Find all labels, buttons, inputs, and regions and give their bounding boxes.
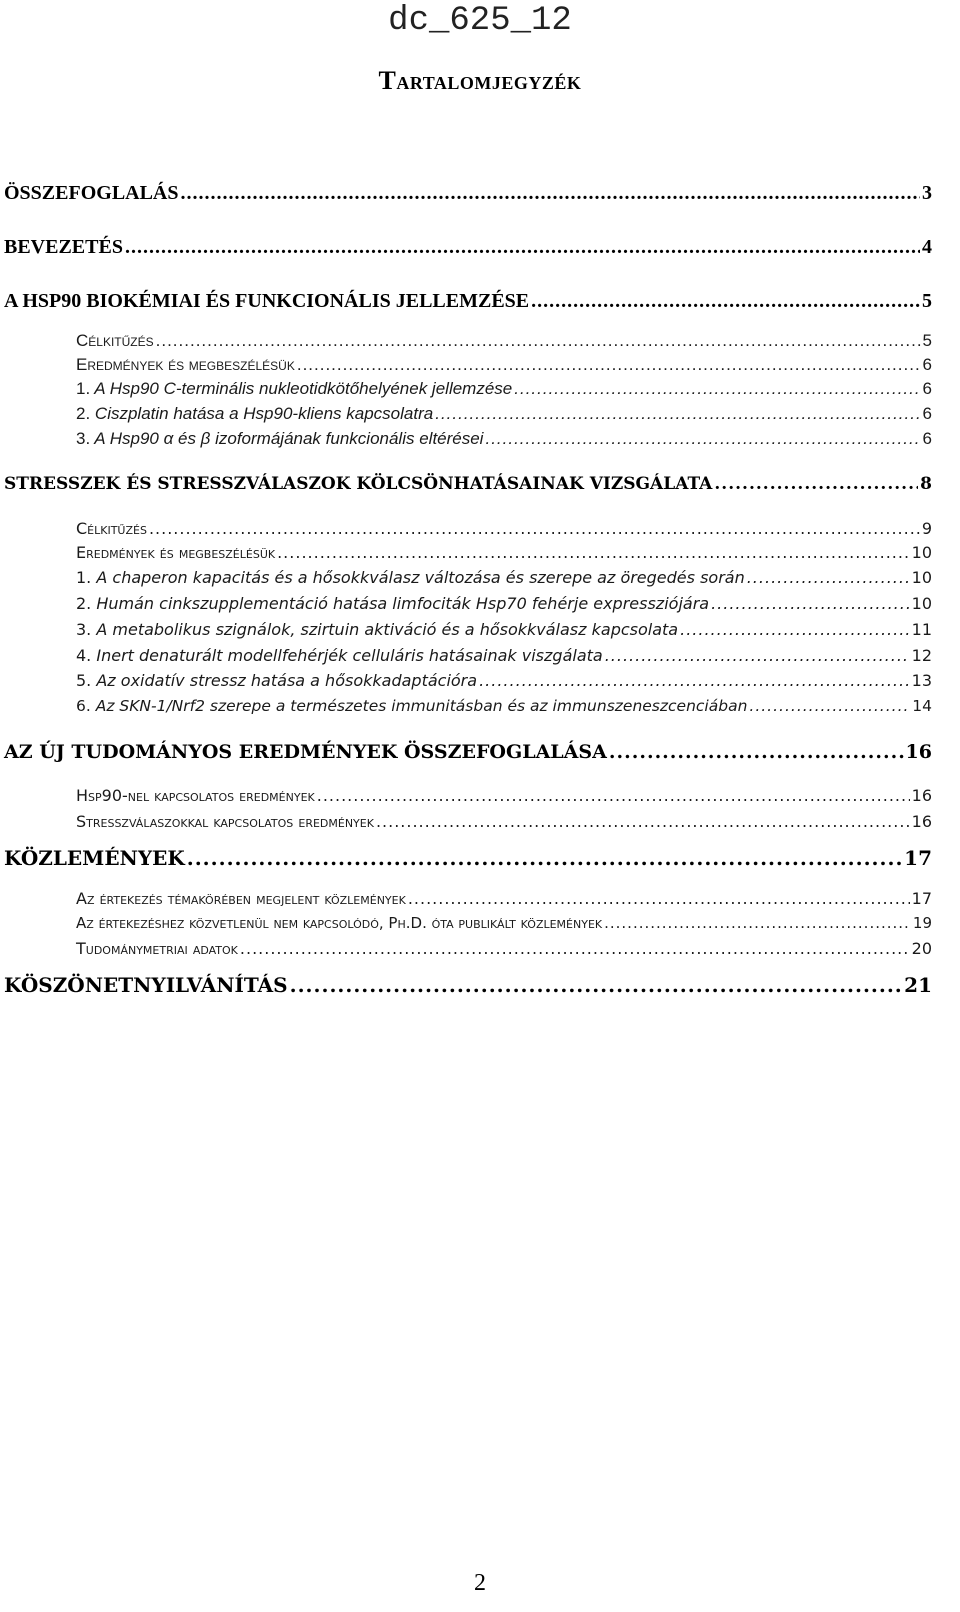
toc-item-title: A Hsp90 C-terminális nukleotidkötőhelyének jellemzése bbox=[94, 379, 513, 398]
toc-entry-text: Az értekezéshez közvetlenül nem kapcsolódó, Ph.D. óta publikált közlemények bbox=[76, 914, 603, 932]
toc-entry-osszefoglalas[interactable] bbox=[4, 182, 932, 205]
toc-entry-text: STRESSZEK ÉS STRESSZVÁLASZOK KÖLCSÖNHATÁSAINAK VIZSGÁLATA bbox=[4, 474, 713, 494]
toc-item-title: Inert denaturált modellfehérjék celluláris hatásainak viszgálata bbox=[96, 646, 603, 665]
toc-page-number: 4 bbox=[922, 236, 932, 258]
toc-item-number: 1. bbox=[76, 379, 91, 398]
dot-leader bbox=[408, 889, 910, 908]
toc-entry-stressz-item-6[interactable] bbox=[76, 697, 932, 715]
toc-item-number: 6. bbox=[76, 697, 91, 715]
toc-item-number: 1. bbox=[76, 568, 92, 587]
toc-entry-text bbox=[76, 697, 747, 715]
toc-entry-text: Célkitűzés bbox=[76, 331, 154, 350]
toc-entry-text bbox=[76, 379, 512, 399]
dot-leader bbox=[531, 290, 920, 313]
toc-entry-uj-item-1[interactable] bbox=[76, 786, 932, 805]
dot-leader bbox=[749, 697, 910, 715]
toc-entry-stressz-item-2[interactable] bbox=[76, 594, 932, 613]
toc-page-number: 5 bbox=[922, 290, 932, 312]
toc-entry-uj-item-2[interactable] bbox=[76, 812, 932, 831]
toc-entry-kozlemenyek[interactable] bbox=[4, 846, 932, 870]
toc-entry-stressz-item-5[interactable] bbox=[76, 671, 932, 690]
dot-leader bbox=[605, 646, 910, 665]
dot-leader bbox=[290, 973, 903, 997]
toc-entry-text: Célkitűzés bbox=[76, 519, 147, 538]
dot-leader bbox=[514, 379, 920, 399]
toc-entry-bevezetes[interactable] bbox=[4, 236, 932, 259]
toc-page-number: 21 bbox=[904, 973, 932, 997]
toc-page-number: 5 bbox=[922, 331, 932, 350]
toc-entry-text: Az értekezés témakörében megjelent közlemények bbox=[76, 889, 406, 908]
toc-item-number: 4. bbox=[76, 646, 92, 665]
toc-page-number: 16 bbox=[911, 786, 932, 805]
toc-item-title: A Hsp90 α és β izoformájának funkcionális eltérései bbox=[94, 429, 484, 448]
toc-entry-text: ÖSSZEFOGLALÁS bbox=[4, 182, 179, 204]
toc-entry-stressz-item-3[interactable] bbox=[76, 620, 932, 639]
dot-leader bbox=[240, 939, 910, 958]
toc-entry-text bbox=[76, 646, 603, 665]
toc-entry-uj-eredmenyek[interactable] bbox=[4, 741, 932, 763]
page-number: 2 bbox=[474, 1570, 486, 1596]
toc-entry-text bbox=[76, 594, 709, 613]
toc-entry-stressz-celkitizes[interactable] bbox=[76, 519, 932, 538]
toc-item-title: Az oxidatív stressz hatása a hősokkadaptációra bbox=[96, 671, 478, 690]
dot-leader bbox=[149, 519, 920, 538]
toc-entry-text: KÖSZÖNETNYILVÁNÍTÁS bbox=[4, 973, 288, 997]
dot-leader bbox=[604, 914, 911, 932]
toc-entry-hsp90-celkitizes[interactable] bbox=[76, 331, 932, 351]
dot-leader bbox=[376, 812, 910, 831]
toc-entry-text bbox=[76, 620, 678, 639]
dot-leader bbox=[479, 671, 910, 690]
page-title: Tartalomjegyzék bbox=[378, 66, 582, 95]
dot-leader bbox=[714, 474, 918, 494]
toc-page-number: 3 bbox=[922, 182, 932, 204]
toc-page-number: 17 bbox=[904, 846, 932, 870]
toc-page-number: 13 bbox=[911, 671, 932, 690]
dot-leader bbox=[435, 404, 920, 424]
toc-page-number: 10 bbox=[911, 594, 932, 613]
dot-leader bbox=[609, 741, 904, 763]
toc-entry-text: KÖZLEMÉNYEK bbox=[4, 846, 185, 870]
toc-page-number: 9 bbox=[921, 519, 932, 538]
toc-item-title: A metabolikus szignálok, szirtuin aktiváció és a hősokkválasz kapcsolata bbox=[96, 620, 679, 639]
toc-page-number: 17 bbox=[911, 889, 932, 908]
toc-entry-hsp90-item-2[interactable] bbox=[76, 404, 932, 424]
toc-entry-text bbox=[76, 429, 483, 449]
toc-item-number: 2. bbox=[76, 404, 91, 423]
toc-page-number: 6 bbox=[922, 404, 932, 423]
toc-entry-text: AZ ÚJ TUDOMÁNYOS EREDMÉNYEK ÖSSZEFOGLALÁSA bbox=[4, 741, 607, 763]
toc-entry-hsp90-item-3[interactable] bbox=[76, 429, 932, 449]
toc-item-title: Az SKN-1/Nrf2 szerepe a természetes immunitásban és az immunszeneszcenciában bbox=[95, 697, 748, 715]
dot-leader bbox=[156, 331, 921, 351]
toc-page-number: 11 bbox=[911, 620, 932, 639]
toc-item-number: 2. bbox=[76, 594, 92, 613]
dot-leader bbox=[297, 355, 921, 375]
toc-item-title: Humán cinkszupplementáció hatása limfociták Hsp70 fehérje expressziójára bbox=[96, 594, 710, 613]
toc-entry-text: Hsp90-nel kapcsolatos eredmények bbox=[76, 786, 315, 805]
toc-entry-text: BEVEZETÉS bbox=[4, 236, 123, 258]
toc-entry-text bbox=[76, 568, 745, 587]
toc-entry-stressz-item-1[interactable] bbox=[76, 568, 932, 587]
toc-page-number: 10 bbox=[911, 543, 932, 562]
toc-entry-stressz-eredmenyek[interactable] bbox=[76, 543, 932, 562]
toc-entry-text: Stresszválaszokkal kapcsolatos eredmények bbox=[76, 812, 374, 831]
toc-page-number: 19 bbox=[912, 914, 932, 932]
dot-leader bbox=[277, 543, 910, 562]
dot-leader bbox=[317, 786, 910, 805]
toc-item-title: Ciszplatin hatása a Hsp90-kliens kapcsolatra bbox=[94, 404, 434, 423]
toc-entry-stressz-item-4[interactable] bbox=[76, 646, 932, 665]
document-header-code: dc_625_12 bbox=[388, 2, 572, 40]
toc-page-number: 16 bbox=[911, 812, 932, 831]
toc-entry-hsp90[interactable] bbox=[4, 290, 932, 313]
toc-entry-text: Eredmények és megbeszélésük bbox=[76, 543, 276, 562]
toc-page-number: 6 bbox=[922, 379, 932, 398]
toc-item-title: A chaperon kapacitás és a hősokkválasz változása és szerepe az öregedés során bbox=[96, 568, 745, 587]
toc-page-number: 16 bbox=[905, 741, 932, 763]
toc-item-number: 3. bbox=[76, 429, 91, 448]
toc-page-number: 10 bbox=[911, 568, 932, 587]
toc-page-number: 14 bbox=[912, 697, 932, 715]
dot-leader bbox=[187, 846, 902, 870]
toc-page-number: 8 bbox=[920, 474, 932, 494]
toc-entry-text bbox=[76, 404, 433, 424]
toc-page-number: 6 bbox=[922, 355, 932, 374]
toc-item-number: 3. bbox=[76, 620, 92, 639]
toc-entry-hsp90-item-1[interactable] bbox=[76, 379, 932, 399]
dot-leader bbox=[125, 236, 920, 259]
toc-entry-text: Eredmények és megbeszélésük bbox=[76, 355, 295, 374]
dot-leader bbox=[680, 620, 910, 639]
toc-page-number: 12 bbox=[911, 646, 932, 665]
toc-entry-text: Tudománymetriai adatok bbox=[76, 939, 238, 958]
dot-leader bbox=[485, 429, 920, 449]
toc-entry-stressz[interactable] bbox=[4, 474, 932, 494]
dot-leader bbox=[747, 568, 910, 587]
toc-entry-kozlemenyek-item-3[interactable] bbox=[76, 939, 932, 958]
dot-leader bbox=[711, 594, 910, 613]
toc-entry-hsp90-eredmenyek[interactable] bbox=[76, 355, 932, 375]
toc-page-number: 6 bbox=[922, 429, 932, 448]
toc-page-number: 20 bbox=[911, 939, 932, 958]
toc-entry-koszonetnyilvanitas[interactable] bbox=[4, 973, 932, 997]
toc-item-number: 5. bbox=[76, 671, 92, 690]
toc-entry-text bbox=[76, 671, 477, 690]
toc-entry-text: A HSP90 BIOKÉMIAI ÉS FUNKCIONÁLIS JELLEMZÉSE bbox=[4, 290, 530, 312]
toc-entry-kozlemenyek-item-2[interactable] bbox=[76, 914, 932, 932]
toc-entry-kozlemenyek-item-1[interactable] bbox=[76, 889, 932, 908]
dot-leader bbox=[181, 182, 920, 205]
